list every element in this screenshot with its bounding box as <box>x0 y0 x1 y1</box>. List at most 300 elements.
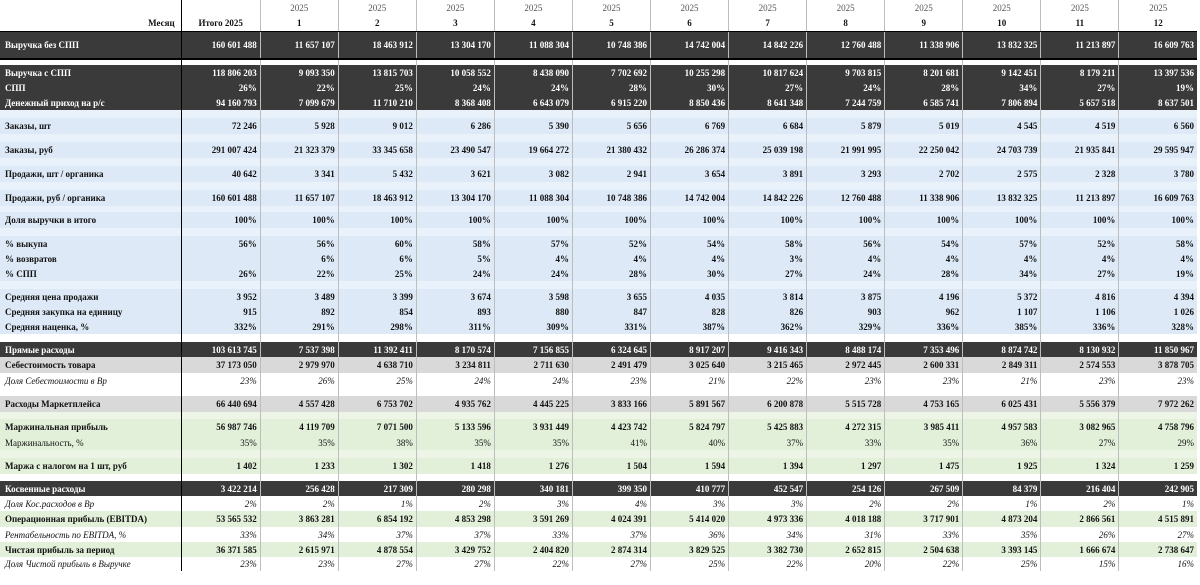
value-cell: 1 324 <box>1041 458 1119 474</box>
spacer-cell <box>0 388 181 396</box>
month-cell: 2 <box>338 15 416 32</box>
value-cell: 14 842 226 <box>729 190 807 206</box>
value-cell: 3 341 <box>260 166 338 182</box>
spacer-cell <box>181 228 260 236</box>
spacer-cell <box>572 182 650 190</box>
spacer-cell <box>494 388 572 396</box>
value-cell: 18 463 912 <box>338 190 416 206</box>
month-label: Месяц <box>0 15 181 32</box>
value-cell: 24% <box>494 266 572 281</box>
value-cell: 3 891 <box>729 166 807 182</box>
table-row <box>0 236 1197 251</box>
month-cell: 4 <box>494 15 572 32</box>
table-row <box>0 289 1197 304</box>
spacer-cell <box>1119 450 1197 458</box>
table-row <box>0 496 1197 511</box>
total-cell: 103 613 745 <box>181 342 260 357</box>
value-cell: 1 302 <box>338 458 416 474</box>
spacer-cell <box>416 281 494 289</box>
spacer-cell <box>729 334 807 342</box>
value-cell: 4 935 762 <box>416 396 494 412</box>
value-cell: 100% <box>729 212 807 228</box>
value-cell: 880 <box>494 304 572 319</box>
value-cell: 6 324 645 <box>572 342 650 357</box>
spacer-cell <box>494 110 572 118</box>
spacer-cell <box>416 334 494 342</box>
value-cell: 4 024 391 <box>572 511 650 527</box>
month-cell: 8 <box>807 15 885 32</box>
spacer-cell <box>338 334 416 342</box>
value-cell: 12 760 488 <box>807 190 885 206</box>
spacer-cell <box>494 158 572 166</box>
spacer-cell <box>729 134 807 142</box>
total-header: Итого 2025 <box>181 15 260 32</box>
spacer-cell <box>416 228 494 236</box>
value-cell: 6 585 741 <box>885 95 963 110</box>
value-cell: 1 276 <box>494 458 572 474</box>
value-cell: 8 917 207 <box>651 342 729 357</box>
value-cell: 8 201 681 <box>885 65 963 80</box>
value-cell: 5 891 567 <box>651 396 729 412</box>
value-cell: 27% <box>1041 435 1119 450</box>
spacer-cell <box>885 450 963 458</box>
value-cell: 21 380 432 <box>572 142 650 158</box>
value-cell: 2 404 820 <box>494 542 572 557</box>
spacer-cell <box>0 281 181 289</box>
value-cell: 14 742 004 <box>651 32 729 60</box>
spacer-cell <box>416 134 494 142</box>
row-label: Прямые расходы <box>0 342 181 357</box>
value-cell: 4 423 742 <box>572 419 650 435</box>
year-cell: 2025 <box>963 0 1041 15</box>
value-cell: 33% <box>807 435 885 450</box>
spacer-cell <box>416 450 494 458</box>
spacer-cell <box>181 334 260 342</box>
value-cell: 27% <box>1119 527 1197 542</box>
value-cell: 3 814 <box>729 289 807 304</box>
spacer-cell <box>729 388 807 396</box>
row-label: Денежный приход на р/с <box>0 95 181 110</box>
value-cell: 8 488 174 <box>807 342 885 357</box>
value-cell: 3 829 525 <box>651 542 729 557</box>
value-cell: 3 591 269 <box>494 511 572 527</box>
value-cell: 58% <box>416 236 494 251</box>
value-cell: 22% <box>729 557 807 571</box>
spacer-cell <box>1041 474 1119 481</box>
total-cell: 26% <box>181 266 260 281</box>
value-cell: 5 432 <box>338 166 416 182</box>
value-cell: 4 394 <box>1119 289 1197 304</box>
value-cell: 399 350 <box>572 481 650 496</box>
row-label: Выручка без СПП <box>0 32 181 60</box>
year-cell: 2025 <box>885 0 963 15</box>
total-cell <box>181 251 260 266</box>
value-cell: 11 088 304 <box>494 32 572 60</box>
value-cell: 14 742 004 <box>651 190 729 206</box>
spacer-cell <box>885 228 963 236</box>
spacer-cell <box>0 134 181 142</box>
spacer-cell <box>651 450 729 458</box>
value-cell: 24% <box>807 80 885 95</box>
spacer-cell <box>260 474 338 481</box>
spacer-cell <box>807 182 885 190</box>
value-cell: 4% <box>807 251 885 266</box>
value-cell: 20% <box>807 557 885 571</box>
value-cell: 29% <box>1119 435 1197 450</box>
spacer-cell <box>338 158 416 166</box>
value-cell: 36% <box>963 435 1041 450</box>
spacer-cell <box>885 134 963 142</box>
value-cell: 23% <box>885 373 963 388</box>
spacer-cell <box>1041 158 1119 166</box>
value-cell: 2 574 553 <box>1041 357 1119 373</box>
value-cell: 10 748 386 <box>572 32 650 60</box>
value-cell: 13 304 170 <box>416 32 494 60</box>
header-blank <box>181 0 260 15</box>
value-cell: 4 873 204 <box>963 511 1041 527</box>
value-cell: 2 328 <box>1041 166 1119 182</box>
value-cell: 6 854 192 <box>338 511 416 527</box>
spacer-cell <box>1119 228 1197 236</box>
header-blank <box>0 0 181 15</box>
value-cell: 11 850 967 <box>1119 342 1197 357</box>
row-label: Маржинальность, % <box>0 435 181 450</box>
value-cell: 3 293 <box>807 166 885 182</box>
value-cell: 4% <box>572 251 650 266</box>
value-cell: 4 515 891 <box>1119 511 1197 527</box>
value-cell: 4% <box>494 251 572 266</box>
value-cell: 331% <box>572 319 650 334</box>
spacer-cell <box>807 158 885 166</box>
value-cell: 4 445 225 <box>494 396 572 412</box>
value-cell: 60% <box>338 236 416 251</box>
value-cell: 336% <box>885 319 963 334</box>
spacer-cell <box>1041 450 1119 458</box>
month-cell: 3 <box>416 15 494 32</box>
month-cell: 1 <box>260 15 338 32</box>
value-cell: 7 702 692 <box>572 65 650 80</box>
value-cell: 34% <box>963 80 1041 95</box>
spacer-cell <box>885 182 963 190</box>
value-cell: 3% <box>494 496 572 511</box>
value-cell: 903 <box>807 304 885 319</box>
value-cell: 100% <box>494 212 572 228</box>
value-cell: 28% <box>885 266 963 281</box>
spacer-cell <box>0 182 181 190</box>
value-cell: 6 286 <box>416 118 494 134</box>
value-cell: 19% <box>1119 80 1197 95</box>
value-cell: 6 753 702 <box>338 396 416 412</box>
value-cell: 8 368 408 <box>416 95 494 110</box>
value-cell: 11 213 897 <box>1041 32 1119 60</box>
spacer-cell <box>260 228 338 236</box>
value-cell: 6% <box>338 251 416 266</box>
spacer-cell <box>260 158 338 166</box>
spacer-cell <box>572 110 650 118</box>
value-cell: 1% <box>1119 496 1197 511</box>
value-cell: 4 196 <box>885 289 963 304</box>
value-cell: 1 418 <box>416 458 494 474</box>
table-row <box>0 118 1197 134</box>
value-cell: 3 674 <box>416 289 494 304</box>
year-cell: 2025 <box>572 0 650 15</box>
month-cell: 11 <box>1041 15 1119 32</box>
table-row <box>0 251 1197 266</box>
year-cell: 2025 <box>260 0 338 15</box>
spacer-cell <box>338 228 416 236</box>
value-cell: 3 393 145 <box>963 542 1041 557</box>
value-cell: 4 973 336 <box>729 511 807 527</box>
value-cell: 3 863 281 <box>260 511 338 527</box>
row-label: Заказы, руб <box>0 142 181 158</box>
row-label: Чистая прибыль за период <box>0 542 181 557</box>
row-label: Доля Чистой прибыль в Выручке <box>0 557 181 571</box>
spacer-cell <box>807 228 885 236</box>
value-cell: 1 666 674 <box>1041 542 1119 557</box>
value-cell: 309% <box>494 319 572 334</box>
spacer-cell <box>181 110 260 118</box>
total-cell: 23% <box>181 557 260 571</box>
value-cell: 34% <box>729 527 807 542</box>
value-cell: 2 575 <box>963 166 1041 182</box>
value-cell: 9 703 815 <box>807 65 885 80</box>
value-cell: 893 <box>416 304 494 319</box>
spacer-cell <box>260 450 338 458</box>
value-cell: 387% <box>651 319 729 334</box>
value-cell: 7 099 679 <box>260 95 338 110</box>
value-cell: 8 130 932 <box>1041 342 1119 357</box>
table-row <box>0 458 1197 474</box>
total-cell: 1 402 <box>181 458 260 474</box>
spacer-cell <box>1041 182 1119 190</box>
value-cell: 5 133 596 <box>416 419 494 435</box>
value-cell: 6 200 878 <box>729 396 807 412</box>
total-cell: 33% <box>181 527 260 542</box>
spacer-cell <box>181 450 260 458</box>
value-cell: 3 875 <box>807 289 885 304</box>
value-cell: 2% <box>1041 496 1119 511</box>
spacer-cell <box>807 110 885 118</box>
spacer-cell <box>1041 281 1119 289</box>
spacer-cell <box>572 412 650 419</box>
value-cell: 1 026 <box>1119 304 1197 319</box>
value-cell: 54% <box>651 236 729 251</box>
table-row <box>0 435 1197 450</box>
value-cell: 27% <box>416 557 494 571</box>
value-cell: 280 298 <box>416 481 494 496</box>
spacer-cell <box>494 334 572 342</box>
table-row <box>0 95 1197 110</box>
spacer-cell <box>807 134 885 142</box>
spacer-row <box>0 334 1197 342</box>
row-label: Средняя закупка на единицу <box>0 304 181 319</box>
value-cell: 4 878 554 <box>338 542 416 557</box>
spacer-cell <box>729 158 807 166</box>
total-cell: 72 246 <box>181 118 260 134</box>
year-cell: 2025 <box>416 0 494 15</box>
value-cell: 52% <box>572 236 650 251</box>
spacer-row <box>0 228 1197 236</box>
value-cell: 1 504 <box>572 458 650 474</box>
total-cell: 3 952 <box>181 289 260 304</box>
total-cell: 2% <box>181 496 260 511</box>
value-cell: 36% <box>651 527 729 542</box>
spacer-cell <box>416 474 494 481</box>
spacer-row <box>0 134 1197 142</box>
value-cell: 54% <box>885 236 963 251</box>
spacer-cell <box>729 450 807 458</box>
spacer-cell <box>651 388 729 396</box>
value-cell: 25% <box>338 266 416 281</box>
value-cell: 4 853 298 <box>416 511 494 527</box>
value-cell: 23% <box>1119 373 1197 388</box>
value-cell: 35% <box>885 435 963 450</box>
value-cell: 19% <box>1119 266 1197 281</box>
value-cell: 13 832 325 <box>963 190 1041 206</box>
value-cell: 11 213 897 <box>1041 190 1119 206</box>
value-cell: 5 556 379 <box>1041 396 1119 412</box>
spacer-cell <box>963 228 1041 236</box>
year-cell: 2025 <box>807 0 885 15</box>
value-cell: 9 142 451 <box>963 65 1041 80</box>
month-cell: 7 <box>729 15 807 32</box>
value-cell: 11 392 411 <box>338 342 416 357</box>
row-label: Расходы Маркетплейса <box>0 396 181 412</box>
value-cell: 216 404 <box>1041 481 1119 496</box>
value-cell: 7 156 855 <box>494 342 572 357</box>
value-cell: 3% <box>651 496 729 511</box>
value-cell: 27% <box>1041 80 1119 95</box>
value-cell: 8 438 090 <box>494 65 572 80</box>
spacer-cell <box>807 450 885 458</box>
value-cell: 2% <box>885 496 963 511</box>
year-cell: 2025 <box>1041 0 1119 15</box>
spacer-row <box>0 474 1197 481</box>
total-cell: 915 <box>181 304 260 319</box>
spacer-cell <box>807 281 885 289</box>
spacer-cell <box>885 412 963 419</box>
value-cell: 254 126 <box>807 481 885 496</box>
spacer-cell <box>1041 134 1119 142</box>
value-cell: 100% <box>260 212 338 228</box>
value-cell: 298% <box>338 319 416 334</box>
spacer-cell <box>0 334 181 342</box>
value-cell: 6 769 <box>651 118 729 134</box>
value-cell: 16% <box>1119 557 1197 571</box>
spacer-cell <box>1119 281 1197 289</box>
spacer-cell <box>885 110 963 118</box>
table-row <box>0 557 1197 571</box>
spacer-cell <box>494 228 572 236</box>
value-cell: 24% <box>494 373 572 388</box>
value-cell: 3 985 411 <box>885 419 963 435</box>
value-cell: 4 753 165 <box>885 396 963 412</box>
spacer-cell <box>338 182 416 190</box>
spacer-cell <box>963 134 1041 142</box>
value-cell: 38% <box>338 435 416 450</box>
spacer-cell <box>963 334 1041 342</box>
month-cell: 12 <box>1119 15 1197 32</box>
total-cell: 118 806 203 <box>181 65 260 80</box>
row-label: Рентабельность по EBITDA, % <box>0 527 181 542</box>
value-cell: 311% <box>416 319 494 334</box>
spacer-cell <box>494 182 572 190</box>
row-label: СПП <box>0 80 181 95</box>
spacer-cell <box>651 412 729 419</box>
value-cell: 13 832 325 <box>963 32 1041 60</box>
value-cell: 21 323 379 <box>260 142 338 158</box>
table-row <box>0 319 1197 334</box>
spacer-cell <box>729 228 807 236</box>
row-label: Доля выручки в итого <box>0 212 181 228</box>
value-cell: 12 760 488 <box>807 32 885 60</box>
table-row <box>0 527 1197 542</box>
spacer-cell <box>416 412 494 419</box>
value-cell: 10 255 298 <box>651 65 729 80</box>
value-cell: 1 394 <box>729 458 807 474</box>
value-cell: 34% <box>963 266 1041 281</box>
value-cell: 57% <box>494 236 572 251</box>
value-cell: 25% <box>338 373 416 388</box>
spacer-cell <box>729 412 807 419</box>
value-cell: 217 309 <box>338 481 416 496</box>
value-cell: 1 233 <box>260 458 338 474</box>
total-cell: 40 642 <box>181 166 260 182</box>
value-cell: 3 621 <box>416 166 494 182</box>
value-cell: 854 <box>338 304 416 319</box>
value-cell: 5 390 <box>494 118 572 134</box>
spacer-cell <box>1119 474 1197 481</box>
value-cell: 6 025 431 <box>963 396 1041 412</box>
value-cell: 27% <box>338 557 416 571</box>
value-cell: 30% <box>651 80 729 95</box>
value-cell: 5 656 <box>572 118 650 134</box>
spacer-cell <box>416 182 494 190</box>
value-cell: 2 615 971 <box>260 542 338 557</box>
value-cell: 7 972 262 <box>1119 396 1197 412</box>
value-cell: 2 491 479 <box>572 357 650 373</box>
spacer-cell <box>572 388 650 396</box>
value-cell: 1% <box>963 496 1041 511</box>
value-cell: 291% <box>260 319 338 334</box>
spacer-cell <box>494 412 572 419</box>
total-cell: 66 440 694 <box>181 396 260 412</box>
value-cell: 27% <box>729 266 807 281</box>
value-cell: 4 758 796 <box>1119 419 1197 435</box>
spacer-cell <box>181 388 260 396</box>
row-label: Маржинальная прибыль <box>0 419 181 435</box>
value-cell: 25% <box>963 557 1041 571</box>
value-cell: 13 397 536 <box>1119 65 1197 80</box>
value-cell: 892 <box>260 304 338 319</box>
value-cell: 1 107 <box>963 304 1041 319</box>
table-row <box>0 142 1197 158</box>
table-row <box>0 419 1197 435</box>
row-label: Продажи, шт / органика <box>0 166 181 182</box>
value-cell: 2 941 <box>572 166 650 182</box>
month-cell: 6 <box>651 15 729 32</box>
value-cell: 22 250 042 <box>885 142 963 158</box>
row-label: Себестоимость товара <box>0 357 181 373</box>
year-cell: 2025 <box>494 0 572 15</box>
value-cell: 22% <box>885 557 963 571</box>
table-row <box>0 266 1197 281</box>
value-cell: 2 849 311 <box>963 357 1041 373</box>
spacer-cell <box>0 412 181 419</box>
value-cell: 336% <box>1041 319 1119 334</box>
value-cell: 16 609 763 <box>1119 32 1197 60</box>
value-cell: 8 179 211 <box>1041 65 1119 80</box>
